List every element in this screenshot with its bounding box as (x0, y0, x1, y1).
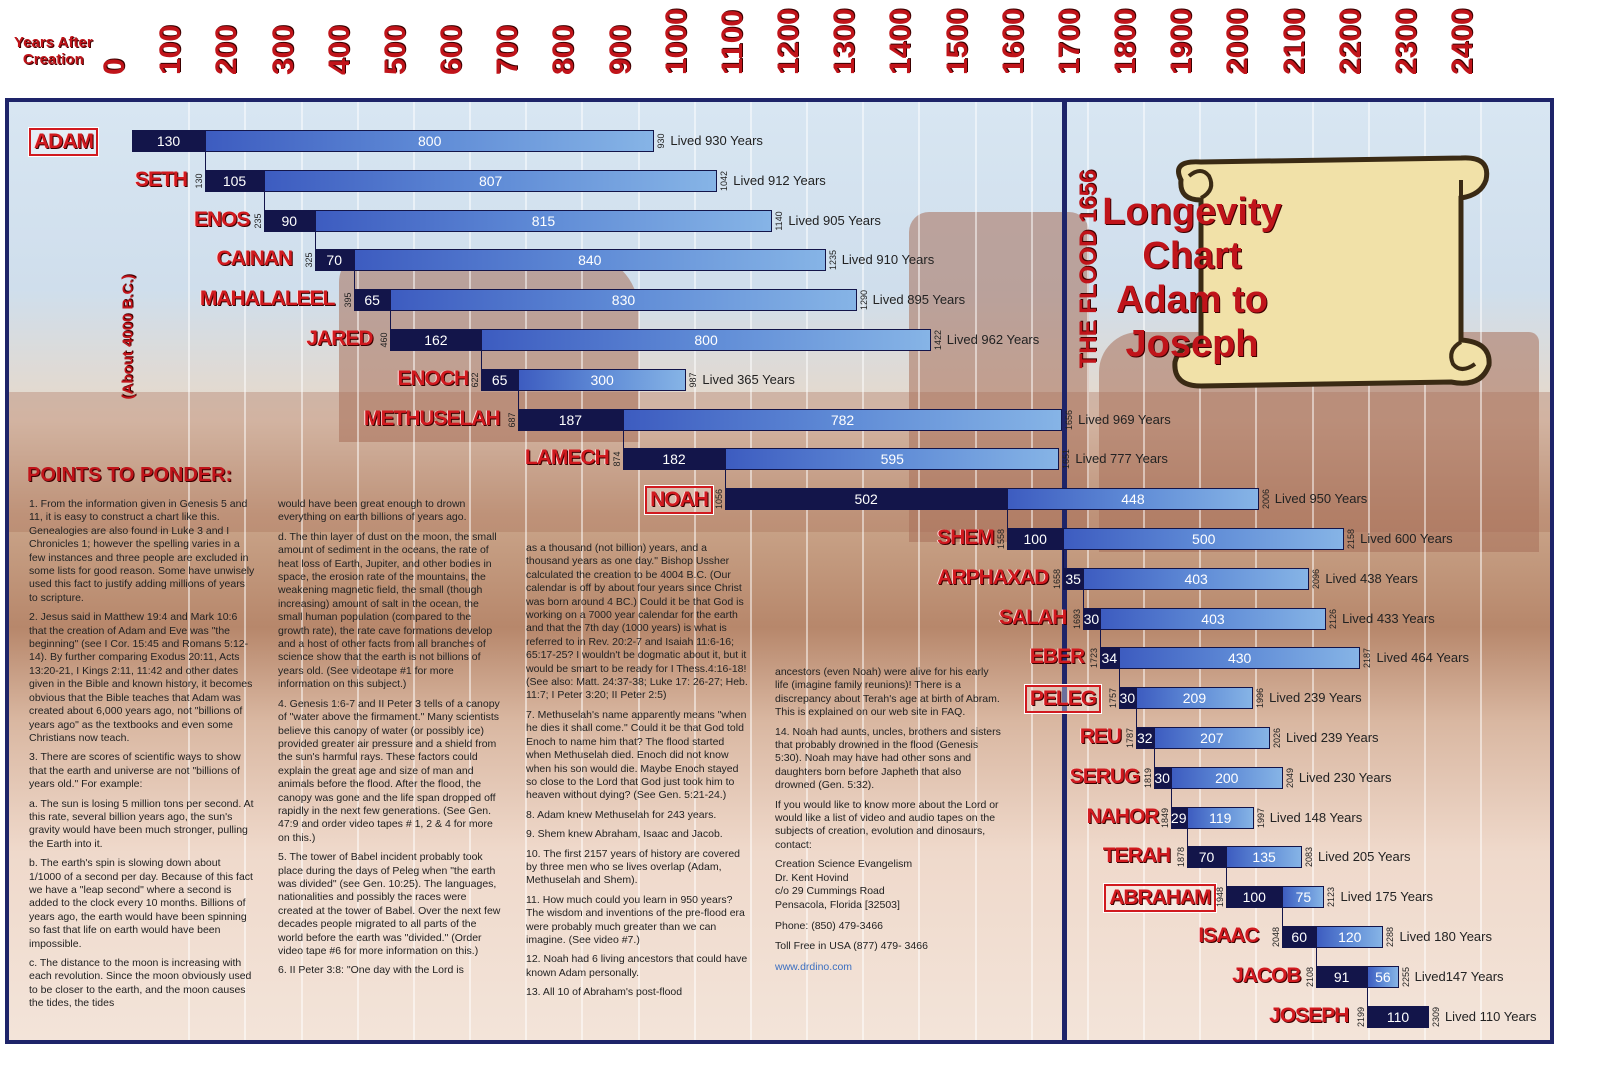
remaining-years-bar: 595 (725, 448, 1059, 470)
axis-title: Years After Creation (14, 34, 93, 68)
remaining-years-bar: 56 (1367, 966, 1398, 988)
death-year-label: 2006 (1260, 489, 1271, 510)
death-year-label: 1997 (1255, 807, 1266, 828)
age-at-fatherhood-bar: 65 (354, 289, 391, 311)
lifespan-label: Lived 239 Years (1269, 690, 1362, 706)
remaining-years-bar: 782 (623, 409, 1062, 431)
ponder-paragraph: a. The sun is losing 5 million tons per second. At this rate, several billion years ago, the sun's gravity would have been much stronger, pulling the Earth into it. (29, 797, 254, 850)
lineage-connector (1154, 749, 1155, 767)
lifespan-label: Lived 180 Years (1399, 929, 1492, 944)
lifespan-label: Lived 205 Years (1318, 849, 1411, 865)
lifespan-label: Lived 148 Years (1269, 809, 1363, 825)
birth-year-label: 2199 (1356, 1006, 1367, 1027)
birth-year-label: 130 (194, 173, 205, 189)
flood-label: THE FLOOD 1656 (1075, 169, 1102, 369)
remaining-years-bar: 807 (264, 170, 717, 192)
axis-tick-label: 200 (210, 24, 244, 75)
remaining-years-bar: 120 (1316, 926, 1383, 948)
age-at-fatherhood-bar: 105 (205, 170, 264, 192)
person-name: SHEM (937, 526, 994, 549)
remaining-years-bar: 800 (481, 329, 930, 351)
person-name: JARED (306, 327, 373, 350)
ponder-paragraph: as a thousand (not billion) years, and a thousand years as one day." Bishop Ussher calculated the creation to be 4004 B.C. (Our calendar is off by about four years since Christ was born around 4 BC.) Could it be that God is working on a 7000 year calendar for the earth and that the 7th day (1000 years) is what is referred to in Rev. 20:2-7 and Isaiah 11:6-16; 65:17-25? I wouldn't be dogmatic about it, but it would be smart to be ready for I Thess.4:16-18! (See also: Matt. 24:37-38; Luke 17: 26-27; Heb. 11:7; I Peter 3:20; II Peter 2:5) (526, 542, 748, 702)
age-at-fatherhood-bar: 100 (1226, 886, 1282, 908)
lifespan-label: Lived 905 Years (788, 212, 881, 228)
age-at-fatherhood-bar: 90 (264, 210, 315, 232)
ponder-paragraph: c. The distance to the moon is increasing with each revolution. Since the moon obviously used to be closer to the earth, and the moon causes the tides, the tides (29, 957, 252, 1010)
remaining-years-bar: 830 (390, 289, 856, 311)
lineage-connector (390, 311, 391, 329)
lineage-connector (481, 351, 482, 369)
death-year-label: 2096 (1311, 568, 1322, 589)
lifespan-label: Lived 433 Years (1342, 610, 1435, 626)
lineage-connector (623, 431, 624, 449)
remaining-years-bar: 500 (1063, 528, 1344, 550)
birth-year-label: 1056 (714, 489, 725, 510)
death-year-label: 1422 (932, 329, 943, 351)
remaining-years-bar: 815 (315, 210, 773, 232)
remaining-years-bar: 403 (1100, 608, 1326, 630)
death-year-label: 1290 (858, 290, 869, 311)
chart-frame (5, 98, 1554, 1044)
lifespan-label: Lived 930 Years (670, 133, 763, 148)
ponder-paragraph: 4. Genesis 1:6-7 and II Peter 3 tells of a canopy of "water above the firmament." Many scientists believe this canopy of water (or possibly ice) provided greater air pressure and a shield from the sun's harmful rays. These factors could explain the great age and size of man and animals before the flood. After the flood, the canopy was gone and the life span dropped off rapidly in the next few generations. (See Gen. 47:9 and order video tapes # 1, 2 & 4 for more on this.) (278, 697, 500, 844)
person-name: TERAH (1102, 844, 1171, 868)
person-name: REU (1079, 725, 1122, 748)
axis-tick-label: 2000 (1221, 8, 1255, 75)
ponder-paragraph: 6. II Peter 3:8: "One day with the Lord is (278, 964, 464, 977)
axis-tick-label: 1700 (1052, 8, 1086, 75)
lineage-connector (725, 470, 726, 488)
remaining-years-bar: 75 (1282, 886, 1324, 908)
death-year-label: 2026 (1272, 727, 1282, 749)
person-name: JACOB (1232, 963, 1301, 987)
person-name: METHUSELAH (363, 406, 500, 430)
website-link[interactable]: www.drdino.com (775, 960, 853, 973)
ponder-column-1 (29, 498, 255, 1017)
age-at-fatherhood-bar: 65 (481, 369, 518, 391)
ponder-paragraph: 12. Noah had 6 living ancestors that could have known Adam personally. (526, 953, 748, 979)
axis-tick-label: 900 (603, 24, 637, 75)
lifespan-label: Lived 365 Years (702, 371, 795, 387)
ponder-paragraph: 5. The tower of Babel incident probably took place during the days of Peleg when "the earth was divided" (see Gen. 10:25). The languages, nationalities and possibly the races were created at the tower of Babel. Over the next few decades people migrated to all parts of the world before the earth was "divided." (Order video tape #6 for more information on this.) (278, 851, 501, 957)
ponder-paragraph: would have been great enough to drown everything on earth billions of years ago. (278, 498, 467, 524)
age-at-fatherhood-bar: 34 (1100, 647, 1119, 669)
person-name: MAHALALEEL (199, 287, 335, 311)
axis-tick-label: 500 (378, 24, 412, 75)
person-name: ENOS (193, 207, 250, 231)
ponder-paragraph: b. The earth's spin is slowing down about 1/1000 of a second per day. Because of this fact we have a "leap second" where a second is added to the clock every 10 months. Billions of years ago, the earth would have been spinning so fast that life on earth would have been impossible. (29, 857, 253, 950)
axis-tick-label: 2200 (1333, 8, 1367, 75)
ponder-paragraph: 14. Noah had aunts, uncles, brothers and sisters that probably drowned in the flood (Genesis 5:30). Noah may have had other sons and daughters born before Japheth that also drowned (Gen. 5:32). (775, 725, 1001, 792)
person-name: SETH (135, 167, 188, 191)
lineage-connector (1226, 868, 1227, 886)
axis-tick-label: 700 (491, 24, 525, 75)
age-at-fatherhood-bar: 29 (1171, 807, 1187, 829)
axis-tick-label: 600 (435, 24, 469, 75)
lineage-connector (1171, 789, 1172, 807)
person-name: CAINAN (216, 247, 293, 271)
axis-tick-label: 2400 (1446, 8, 1480, 75)
ponder-paragraph: ancestors (even Noah) were alive for his early life (imagine family reunions)! There is a discrepancy about Terah's age at birth of Abram. This is explained on our web site in FAQ. (775, 666, 1000, 719)
lifespan-label: Lived 950 Years (1274, 491, 1368, 507)
lineage-connector (518, 391, 519, 409)
birth-year-label: 325 (303, 252, 314, 268)
lifespan-label: Lived 438 Years (1325, 570, 1418, 586)
ponder-column-4 (775, 666, 1001, 974)
birth-year-label: 1558 (996, 528, 1007, 550)
birth-year-label: 1693 (1071, 608, 1082, 629)
axis-tick-label: 1200 (772, 8, 806, 75)
death-year-label: 930 (656, 133, 667, 149)
age-at-fatherhood-bar: 70 (1187, 846, 1226, 868)
age-at-fatherhood-bar: 130 (132, 130, 205, 152)
death-year-label: 1140 (774, 210, 785, 231)
lifespan-label: Lived 110 Years (1444, 1008, 1537, 1024)
ponder-paragraph: 8. Adam knew Methuselah for 243 years. (526, 808, 717, 821)
age-at-fatherhood-bar: 30 (1154, 767, 1171, 789)
lifespan-label: Lived 600 Years (1360, 531, 1453, 546)
remaining-years-bar: 135 (1226, 846, 1302, 868)
birth-year-label: 1757 (1107, 688, 1118, 709)
remaining-years-bar: 403 (1083, 568, 1309, 590)
age-at-fatherhood-bar: 162 (390, 329, 481, 351)
death-year-label: 2288 (1385, 926, 1396, 948)
age-at-fatherhood-bar: 110 (1367, 1006, 1429, 1028)
birth-year-label: 687 (506, 412, 517, 428)
lifespan-label: Lived 175 Years (1340, 889, 1434, 905)
lifespan-label: Lived 969 Years (1078, 411, 1171, 427)
era-label: (About 4000 B.C.) (119, 274, 137, 400)
age-at-fatherhood-bar: 187 (518, 409, 623, 431)
age-at-fatherhood-bar: 32 (1136, 727, 1154, 749)
lifespan-label: Lived 239 Years (1286, 730, 1379, 745)
birth-year-label: 235 (252, 213, 263, 229)
birth-year-label: 395 (342, 292, 353, 308)
person-name: PELEG (1025, 685, 1101, 713)
axis-tick-label: 100 (154, 24, 188, 75)
age-at-fatherhood-bar: 35 (1063, 568, 1083, 590)
remaining-years-bar: 430 (1119, 647, 1361, 669)
lineage-connector (205, 152, 206, 170)
birth-year-label: 1948 (1215, 887, 1226, 908)
death-year-label: 1996 (1255, 688, 1266, 709)
remaining-years-bar: 200 (1171, 767, 1283, 789)
birth-year-label: 1787 (1124, 727, 1135, 749)
remaining-years-bar: 800 (205, 130, 654, 152)
ponder-paragraph: 10. The first 2157 years of history are covered by three men who se lives overlap (Adam, Methuselah and Shem). (526, 847, 740, 887)
lifespan-label: Lived 910 Years (841, 252, 935, 268)
axis-tick-label: 800 (547, 24, 581, 75)
remaining-years-bar: 300 (518, 369, 687, 391)
person-name: JOSEPH (1269, 1003, 1349, 1027)
age-at-fatherhood-bar: 60 (1282, 926, 1316, 948)
age-at-fatherhood-bar: 502 (725, 488, 1007, 510)
contact-block: Creation Science Evangelism Dr. Kent Hovind c/o 29 Cummings Road Pensacola, Florida [32503] Phone: (850) 479-3466 Toll Free in USA (877) 479- 3466 www.drdino.com (775, 858, 928, 973)
ponder-paragraph: 3. There are scores of scientific ways to show that the earth and universe are not "billions of years old." For example: (29, 751, 241, 791)
lineage-connector (1282, 908, 1283, 926)
death-year-label: 1235 (827, 250, 838, 271)
chart-title: Longevity Chart Adam to Joseph (1102, 191, 1282, 365)
person-name: ENOCH (397, 366, 469, 390)
remaining-years-bar: 448 (1007, 488, 1259, 510)
death-year-label: 2126 (1328, 608, 1339, 629)
person-name: LAMECH (524, 446, 609, 470)
lineage-connector (1316, 948, 1317, 966)
axis-tick-label: 1900 (1165, 8, 1199, 75)
ponder-column-2 (278, 498, 504, 984)
axis-tick-label: 1000 (659, 8, 693, 75)
remaining-years-bar: 119 (1187, 807, 1254, 829)
person-name: NAHOR (1086, 804, 1159, 828)
birth-year-label: 874 (611, 451, 622, 467)
axis-tick-label: 400 (322, 24, 356, 75)
age-at-fatherhood-bar: 91 (1316, 966, 1367, 988)
person-name: SALAH (998, 605, 1067, 629)
lifespan-label: Lived 912 Years (733, 172, 826, 188)
lineage-connector (315, 232, 316, 250)
person-name: NOAH (645, 486, 713, 514)
lineage-connector (1136, 709, 1137, 727)
axis-tick-label: 1400 (884, 8, 918, 75)
death-year-label: 2083 (1304, 847, 1315, 868)
ponder-paragraph: 2. Jesus said in Matthew 19:4 and Mark 10:6 that the creation of Adam and Eve was "the beginning" (see I Cor. 15:45 and Romans 5:12-14). By further comparing Exodus 20:11, Acts 13:20-21, I Kings 2:11, 11:42 and other dates given in the Bible and known history, it becomes obvious that the Bible teaches that Adam was created about 6,000 years ago, not "billions of years ago" as the textbooks and even some Christians now teach. (29, 611, 253, 744)
death-year-label: 2123 (1326, 887, 1337, 908)
year-axis (0, 0, 1600, 98)
death-year-label: 2049 (1284, 767, 1295, 788)
remaining-years-bar: 840 (354, 249, 826, 271)
birth-year-label: 1723 (1088, 648, 1099, 669)
axis-tick-label: 1600 (996, 8, 1030, 75)
birth-year-label: 2108 (1305, 966, 1316, 987)
person-name: SERUG (1069, 764, 1140, 788)
ponder-paragraph: d. The thin layer of dust on the moon, the small amount of sediment in the oceans, the rate of heat loss of Earth, Jupiter, and other bodies in space, the erosion rate of the mountains, the weakening magnetic field, the small (though increasing) amount of salt in the ocean, the small human population (compared to the growth rate), the rate cave formations develop and a host of other facts from all branches of science show that the earth is not billions of years old. (See videotape #1 for more information on this subject.) (278, 530, 497, 691)
death-year-label: 2309 (1430, 1006, 1441, 1027)
death-year-label: 2255 (1400, 966, 1411, 987)
lineage-connector (354, 271, 355, 289)
person-name: EBER (1029, 645, 1085, 669)
ponder-title: POINTS TO PONDER: (27, 464, 233, 486)
age-at-fatherhood-bar: 70 (315, 249, 354, 271)
axis-tick-label: 300 (266, 24, 300, 75)
ponder-paragraph: 7. Methuselah's name apparently means "when he dies it shall come." Could it be that God told Enoch to name him that? The flood started when Methuselah died. Enoch did not know when his son would die. Maybe Enoch stayed so close to the Lord that God just took him to heaven without dying? (See Gen. 5:21-24.) (526, 708, 747, 802)
lineage-connector (1187, 829, 1188, 847)
death-year-label: 1656 (1064, 409, 1075, 430)
birth-year-label: 460 (379, 332, 390, 348)
person-name: ABRAHAM (1104, 884, 1216, 912)
lineage-connector (1100, 630, 1101, 648)
lineage-connector (1007, 510, 1008, 528)
ponder-paragraph: 11. How much could you learn in 950 years? The wisdom and inventions of the pre-flood era were probably much greater than we can imagine. (See video #7.) (526, 893, 745, 946)
lifespan-label: Lived 895 Years (872, 292, 966, 308)
ponder-paragraph: 1. From the information given in Genesis 5 and 11, it is easy to construct a chart like this. Genealogies are also found in Luke 3 and I Chronicles 1; however the spelling varies in a few instances and three people are excluded in some lists for good reason. Some have unwisely used this fact to justify adding millions of years to scripture. (29, 498, 255, 604)
lineage-connector (1119, 669, 1120, 687)
birth-year-label: 1849 (1159, 807, 1170, 828)
age-at-fatherhood-bar: 30 (1119, 687, 1136, 709)
lineage-connector (264, 192, 265, 210)
birth-year-label: 1819 (1142, 767, 1153, 788)
lifespan-label: Lived147 Years (1414, 968, 1504, 984)
remaining-years-bar: 207 (1154, 727, 1270, 749)
death-year-label: 1651 (1061, 449, 1072, 470)
age-at-fatherhood-bar: 182 (623, 448, 725, 470)
lifespan-label: Lived 962 Years (946, 332, 1040, 347)
death-year-label: 2187 (1362, 648, 1373, 669)
axis-tick-label: 1100 (715, 9, 749, 75)
remaining-years-bar: 209 (1136, 687, 1253, 709)
lineage-connector (1367, 988, 1368, 1006)
age-at-fatherhood-bar: 30 (1083, 608, 1100, 630)
ponder-paragraph: 9. Shem knew Abraham, Isaac and Jacob. (526, 828, 723, 841)
birth-year-label: 2048 (1271, 926, 1282, 948)
axis-tick-label: 1300 (828, 8, 862, 75)
birth-year-label: 622 (470, 372, 481, 388)
axis-tick-label: 0 (98, 58, 131, 75)
birth-year-label: 1878 (1175, 847, 1186, 868)
axis-tick-label: 1500 (940, 8, 974, 75)
ponder-column-3 (526, 542, 752, 1006)
axis-tick-label: 1800 (1109, 8, 1143, 75)
ponder-paragraph: If you would like to know more about the Lord or would like a list of video and audio tapes on the subjects of creation, evolution and dinosaurs, contact: (775, 798, 999, 851)
lifespan-label: Lived 464 Years (1376, 650, 1469, 666)
lifespan-label: Lived 230 Years (1298, 769, 1392, 785)
birth-year-label: 1658 (1052, 568, 1063, 589)
axis-tick-label: 2300 (1389, 8, 1423, 75)
death-year-label: 987 (688, 372, 699, 388)
death-year-label: 1042 (719, 170, 730, 191)
lineage-connector (1083, 590, 1084, 608)
lineage-connector (1063, 550, 1064, 568)
age-at-fatherhood-bar: 100 (1007, 528, 1063, 550)
person-name: ISAAC (1198, 924, 1259, 947)
death-year-label: 2158 (1346, 528, 1357, 550)
axis-tick-label: 2100 (1277, 8, 1311, 75)
person-name: ADAM (29, 128, 98, 156)
lifespan-label: Lived 777 Years (1075, 451, 1168, 467)
person-name: ARPHAXAD (937, 565, 1049, 589)
ponder-paragraph: 13. All 10 of Abraham's post-flood (526, 986, 683, 999)
